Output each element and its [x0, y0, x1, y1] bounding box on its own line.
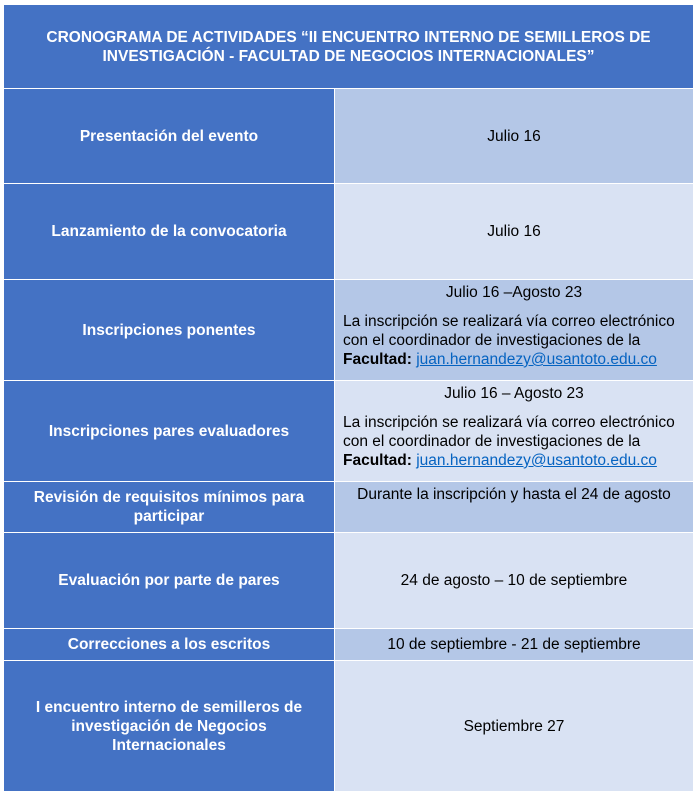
activity-cell — [4, 280, 335, 381]
activity-cell — [4, 89, 335, 184]
date-label: Julio 16 — [487, 223, 541, 240]
activity-label: Evaluación por parte de pares — [58, 572, 280, 589]
activity-label: I encuentro interno de semilleros de — [35, 698, 303, 716]
activity-label: Revisión de requisitos mínimos para — [33, 489, 305, 506]
activity-cell — [4, 629, 335, 661]
date-cell — [335, 629, 694, 661]
activity-cell — [4, 482, 335, 533]
date-label: Septiembre 27 — [463, 717, 565, 735]
date-label: 10 de septiembre - 21 de septiembre — [387, 636, 641, 653]
date-cell — [335, 89, 694, 184]
title-line-1: CRONOGRAMA DE ACTIVIDADES “II ENCUENTRO INTERNO DE SEMILLEROS DE — [46, 28, 651, 46]
date-cell — [335, 184, 694, 280]
email-link[interactable]: juan.hernandezy@usantoto.edu.co — [416, 452, 657, 469]
activity-cell — [4, 533, 335, 629]
activity-label: investigación de Negocios — [71, 717, 267, 735]
activity-label: Inscripciones pares evaluadores — [48, 422, 290, 440]
registration-note: La inscripción se realizará vía correo electrónico con el coordinador de investigaciones de la Facultad: juan.hernandezy@usantoto.edu.co — [343, 313, 675, 368]
activity-label: Presentación del evento — [79, 127, 259, 145]
date-cell — [335, 482, 694, 533]
title-line-2: INVESTIGACIÓN - FACULTAD DE NEGOCIOS INTERNACIONALES” — [102, 47, 595, 65]
date-cell — [335, 533, 694, 629]
activity-label: Lanzamiento de la convocatoria — [51, 223, 287, 240]
registration-note: La inscripción se realizará vía correo electrónico con el coordinador de investigaciones de la Facultad: juan.hernandezy@usantoto.edu.co — [343, 414, 675, 469]
table-title — [4, 5, 694, 89]
date-cell — [335, 280, 694, 381]
date-cell — [335, 381, 694, 482]
date-label: Julio 16 – Agosto 23 — [444, 385, 584, 402]
activity-cell — [4, 661, 335, 792]
schedule-table — [4, 5, 694, 792]
date-label: 24 de agosto – 10 de septiembre — [400, 572, 628, 589]
date-cell — [335, 661, 694, 792]
activity-label: Internacionales — [112, 736, 226, 754]
activity-cell — [4, 184, 335, 280]
date-label: Julio 16 — [487, 127, 541, 145]
email-link[interactable]: juan.hernandezy@usantoto.edu.co — [416, 351, 657, 368]
activity-cell — [4, 381, 335, 482]
date-label: Julio 16 –Agosto 23 — [445, 284, 583, 301]
activity-label: Correcciones a los escritos — [67, 636, 271, 653]
date-label: Durante la inscripción y hasta el 24 de agosto — [357, 486, 671, 503]
activity-label: participar — [133, 508, 205, 525]
activity-label: Inscripciones ponentes — [82, 321, 256, 339]
